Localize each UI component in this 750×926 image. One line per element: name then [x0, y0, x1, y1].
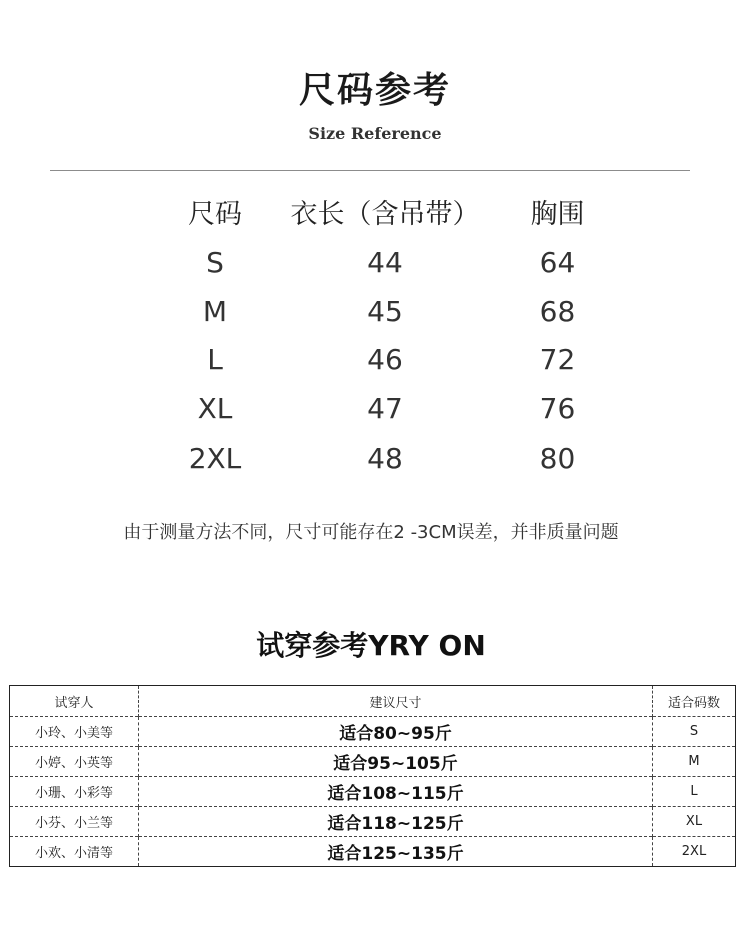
recommended-size-cell: 适合95~105斤: [139, 747, 653, 777]
bust-cell: 76: [539, 392, 576, 425]
fit-size-cell: L: [653, 777, 736, 807]
try-on-title: 试穿参考YRY ON: [256, 629, 486, 662]
try-on-row: [10, 777, 736, 807]
try-on-table: [9, 685, 736, 867]
length-cell: 45: [367, 295, 403, 328]
size-table-header: [0, 192, 750, 240]
size-row: [0, 246, 750, 294]
column-header-recommended-size: 建议尺寸: [139, 686, 653, 717]
fit-size-cell: XL: [653, 807, 736, 837]
page-title: 尺码参考: [298, 70, 451, 111]
column-header-bust: 胸围: [530, 199, 585, 230]
size-row: [0, 295, 750, 343]
tester-cell: 小欢、小清等: [10, 837, 139, 867]
bust-cell: 80: [539, 442, 576, 475]
length-cell: 47: [367, 392, 403, 425]
try-on-row: [10, 807, 736, 837]
size-row: [0, 343, 750, 391]
try-on-row: [10, 837, 736, 867]
size-cell: L: [207, 343, 223, 376]
fit-size-cell: M: [653, 747, 736, 777]
size-cell: 2XL: [188, 442, 242, 475]
bust-cell: 68: [539, 295, 576, 328]
size-cell: S: [206, 246, 224, 279]
tester-cell: 小玲、小美等: [10, 717, 139, 747]
length-cell: 48: [367, 442, 403, 475]
bust-cell: 72: [539, 343, 576, 376]
recommended-size-cell: 适合118~125斤: [139, 807, 653, 837]
recommended-size-cell: 适合80~95斤: [139, 717, 653, 747]
page-subtitle: Size Reference: [308, 124, 442, 143]
column-header-fit-size: 适合码数: [653, 686, 736, 717]
recommended-size-cell: 适合108~115斤: [139, 777, 653, 807]
size-row: [0, 442, 750, 490]
length-cell: 44: [367, 246, 403, 279]
column-header-tester: 试穿人: [54, 695, 94, 711]
recommended-size-cell: 适合125~135斤: [139, 837, 653, 867]
tester-cell: 小婷、小英等: [10, 747, 139, 777]
column-header-length: 衣长（含吊带）: [290, 199, 480, 230]
fit-size-cell: 2XL: [653, 837, 736, 867]
measurement-note: 由于测量方法不同，尺寸可能存在2 -3CM误差，并非质量问题: [123, 522, 619, 543]
length-cell: 46: [367, 343, 403, 376]
size-cell: M: [202, 295, 228, 328]
size-row: [0, 392, 750, 440]
tester-cell: 小芬、小兰等: [10, 807, 139, 837]
size-cell: XL: [197, 392, 233, 425]
divider: [50, 170, 690, 171]
try-on-row: [10, 717, 736, 747]
fit-size-cell: S: [653, 717, 736, 747]
column-header-size: 尺码: [188, 199, 242, 230]
bust-cell: 64: [539, 246, 576, 279]
tester-cell: 小珊、小彩等: [10, 777, 139, 807]
try-on-row: [10, 747, 736, 777]
try-on-header-row: [10, 686, 736, 717]
